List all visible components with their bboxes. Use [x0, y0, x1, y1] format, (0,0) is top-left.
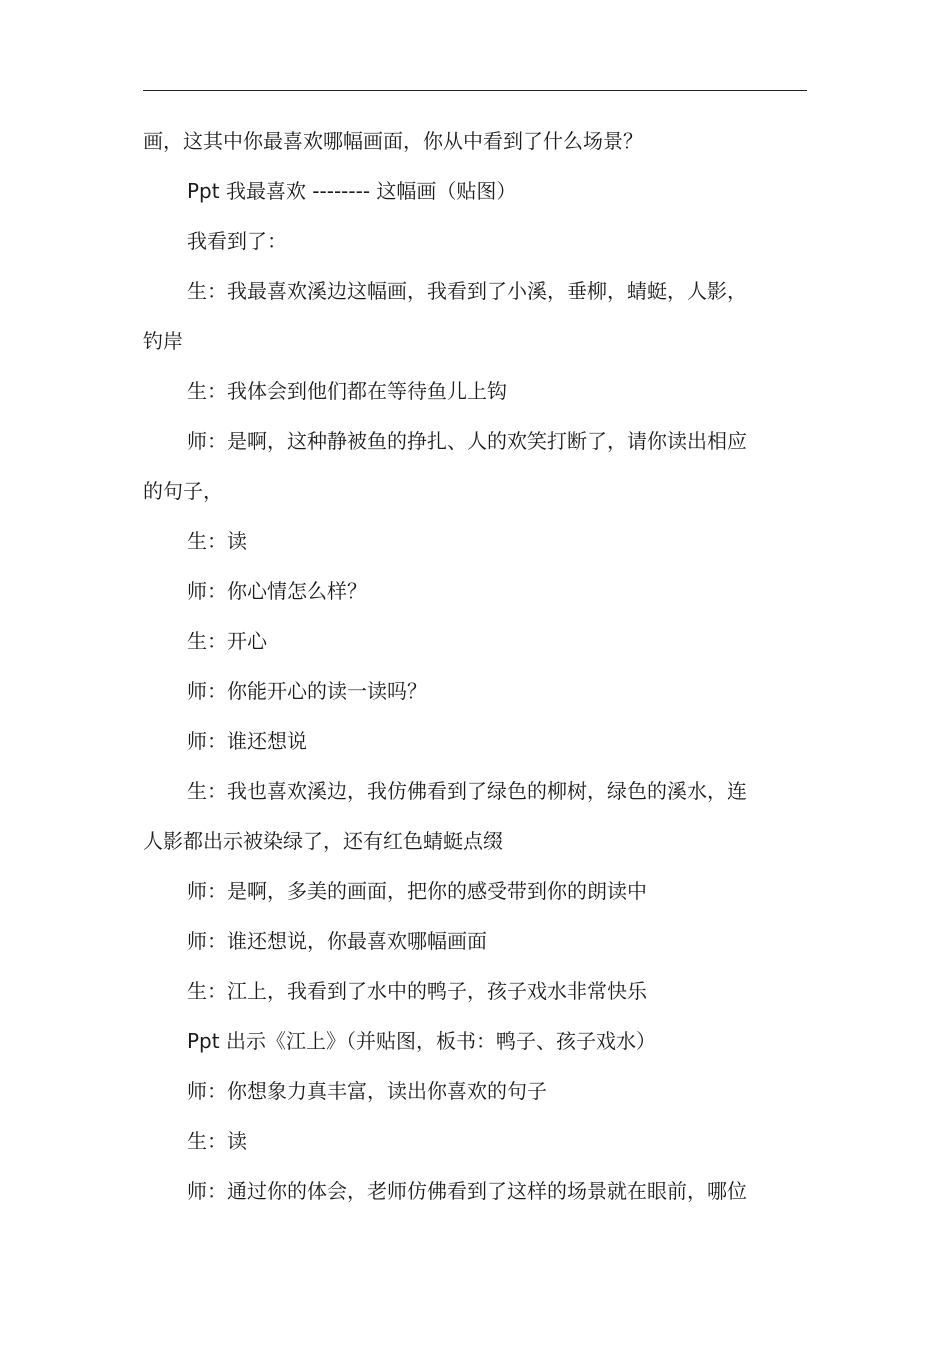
text-line: 师：你想象力真丰富，读出你喜欢的句子: [187, 1079, 547, 1103]
document-body: [143, 120, 783, 1220]
text-line: Ppt 我最喜欢 -------- 这幅画（贴图）: [187, 179, 517, 203]
text-line: 画，这其中你最喜欢哪幅画面，你从中看到了什么场景？: [143, 129, 643, 153]
text-line: 师：你心情怎么样？: [187, 579, 367, 603]
text-line: 生：读: [187, 529, 247, 553]
text-line: Ppt 出示《江上》（并贴图，板书：鸭子、孩子戏水）: [187, 1029, 656, 1053]
text-line: 师：你能开心的读一读吗？: [187, 679, 427, 703]
text-line: 的句子，: [143, 479, 223, 503]
text-line: 钓岸: [143, 329, 183, 353]
text-line: 生：我体会到他们都在等待鱼儿上钩: [187, 379, 507, 403]
text-line: 师：通过你的体会，老师仿佛看到了这样的场景就在眼前，哪位: [187, 1179, 747, 1203]
text-line: 师：谁还想说: [187, 729, 307, 753]
text-line: 人影都出示被染绿了，还有红色蜻蜓点缀: [143, 829, 503, 853]
text-line: 生：江上，我看到了水中的鸭子，孩子戏水非常快乐: [187, 979, 647, 1003]
text-line: 生：读: [187, 1129, 247, 1153]
header-rule: [143, 90, 807, 91]
text-line: 生：开心: [187, 629, 267, 653]
text-line: 我看到了：: [187, 229, 287, 253]
text-line: 师：谁还想说，你最喜欢哪幅画面: [187, 929, 487, 953]
text-line: 生：我也喜欢溪边，我仿佛看到了绿色的柳树，绿色的溪水，连: [187, 779, 747, 803]
text-line: 师：是啊，这种静被鱼的挣扎、人的欢笑打断了，请你读出相应: [187, 429, 747, 453]
text-line: 师：是啊，多美的画面，把你的感受带到你的朗读中: [187, 879, 647, 903]
text-line: 生：我最喜欢溪边这幅画，我看到了小溪，垂柳，蜻蜓，人影，: [187, 279, 747, 303]
